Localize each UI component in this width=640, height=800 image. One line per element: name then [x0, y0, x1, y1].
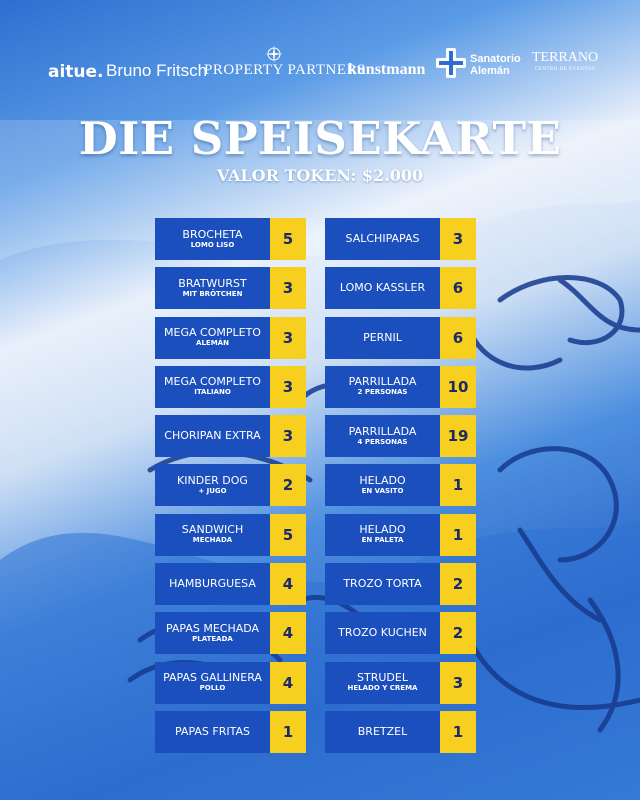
menu-item-name-block: [155, 218, 270, 260]
menu-item-token-count: 1: [440, 514, 476, 556]
page-title: DIE SPEISEKARTE: [78, 112, 562, 165]
menu-item-name-block: [325, 711, 440, 753]
menu-item-name: PAPAS FRITAS: [175, 724, 250, 738]
menu-item: [325, 612, 476, 654]
menu-item-name: SALCHIPAPAS: [345, 232, 420, 245]
menu-item-name-block: [325, 612, 440, 654]
sponsor-property-partners-logo: PROPERTY PARTNERS: [204, 62, 366, 78]
menu-item: [155, 662, 306, 704]
menu-item-name: PAPAS MECHADA: [165, 621, 260, 635]
menu-item-name: KINDER DOG: [177, 473, 248, 487]
menu-item: [325, 317, 476, 359]
menu-item: [155, 317, 306, 359]
menu-item-token-count: 1: [440, 464, 476, 506]
menu-item-token-count: 3: [270, 415, 306, 457]
menu-item-name: TROZO TORTA: [343, 577, 422, 591]
menu-item-token-count: 3: [270, 267, 306, 309]
menu-item: [155, 267, 306, 309]
sponsor-bruno-fritsch-logo: Bruno Fritsch: [106, 61, 208, 80]
sponsor-kunstmann-logo: kunstmann: [348, 61, 426, 78]
terrano-subtitle: CENTRO DE EVENTOS: [534, 67, 596, 72]
menu-item-token-count: 5: [270, 218, 306, 260]
menu-column-left: [155, 218, 306, 760]
menu-item-token-count: 2: [440, 612, 476, 654]
menu-item-name: HELADO: [359, 473, 406, 487]
menu-item-token-count: 4: [270, 662, 306, 704]
menu-item-detail: HELADO Y CREMA: [347, 684, 418, 693]
menu-item-token-count: 19: [440, 415, 476, 457]
menu-item-detail: MIT BRÖTCHEN: [182, 289, 243, 298]
menu-item: [325, 366, 476, 408]
menu-item: [155, 711, 306, 753]
menu-item-name-block: [155, 612, 270, 654]
menu-item-name-block: [155, 366, 270, 408]
menu-item-detail: ALEMÁN: [196, 339, 229, 348]
menu-item: [325, 514, 476, 556]
menu-item-detail: ITALIANO: [194, 388, 231, 397]
menu-item-token-count: 3: [270, 366, 306, 408]
menu-item: [325, 711, 476, 753]
menu-item-name: LOMO KASSLER: [339, 281, 426, 295]
menu-item-token-count: 4: [270, 563, 306, 605]
menu-item-name-block: [325, 464, 440, 506]
menu-item: [325, 563, 476, 605]
menu-item-token-count: 2: [270, 464, 306, 506]
menu-item: [155, 218, 306, 260]
menu-item-token-count: 5: [270, 514, 306, 556]
menu-item: [155, 415, 306, 457]
menu-item-name: CHORIPAN EXTRA: [164, 429, 261, 443]
menu-item-name-block: [155, 317, 270, 359]
menu-item-name-block: [325, 267, 440, 309]
menu-item-name-block: [155, 415, 270, 457]
menu-item-name-block: [325, 218, 440, 260]
menu-item-detail: + JUGO: [198, 486, 227, 495]
menu-item-name: PAPAS GALLINERA: [163, 671, 262, 685]
compass-icon: [264, 44, 284, 64]
menu-item: [155, 563, 306, 605]
menu-item-token-count: 2: [440, 563, 476, 605]
menu-item-detail: EN PALETA: [361, 536, 404, 545]
menu-item-name: BRETZEL: [357, 724, 408, 738]
menu-item-name: PERNIL: [363, 330, 402, 344]
menu-item-token-count: 10: [440, 366, 476, 408]
menu-item-token-count: 1: [270, 711, 306, 753]
menu-item-detail: PLATEADA: [192, 634, 233, 643]
menu-item-name: PARRILLADA: [348, 375, 417, 389]
menu-item-name: MEGA COMPLETO: [164, 375, 261, 389]
menu-item-name-block: [325, 317, 440, 359]
menu-item-name-block: [155, 711, 270, 753]
menu-item-name: HAMBURGUESA: [169, 577, 256, 591]
menu-item-name-block: [155, 563, 270, 605]
menu-item: [325, 267, 476, 309]
menu-item-detail: 2 PERSONAS: [357, 388, 408, 397]
menu-item-token-count: 3: [270, 317, 306, 359]
menu-item: [155, 514, 306, 556]
sponsor-logos: [0, 44, 640, 94]
menu-item-name: HELADO: [359, 523, 406, 537]
menu-item: [155, 366, 306, 408]
menu-item-token-count: 4: [270, 612, 306, 654]
menu-item-detail: EN VASITO: [361, 486, 404, 495]
menu-item-token-count: 1: [440, 711, 476, 753]
menu-item-name: STRUDEL: [357, 671, 408, 685]
menu-item-name: BROCHETA: [182, 227, 243, 241]
menu-item-name-block: [155, 662, 270, 704]
menu-item-detail: MECHADA: [192, 536, 233, 545]
menu-item: [325, 464, 476, 506]
menu-item-name-block: [155, 464, 270, 506]
medical-cross-icon: [436, 48, 466, 78]
menu-item-name-block: [325, 366, 440, 408]
menu-item: [325, 218, 476, 260]
menu-item-name-block: [155, 514, 270, 556]
menu-item-token-count: 6: [440, 267, 476, 309]
menu-item: [155, 464, 306, 506]
terrano-name: TERRANO: [532, 50, 599, 65]
sponsor-aitue-logo: aitue.: [48, 62, 104, 82]
menu-item-detail: LOMO LISO: [190, 240, 235, 249]
menu-item-name: MEGA COMPLETO: [164, 326, 261, 340]
menu-item-name-block: [325, 514, 440, 556]
sponsor-terrano-logo: [532, 52, 598, 76]
menu-item-token-count: 3: [440, 662, 476, 704]
sponsor-sanatorio-aleman-logo: Sanatorio Alemán: [470, 53, 521, 77]
menu-item-detail: POLLO: [199, 684, 226, 693]
menu-item-name: TROZO KUCHEN: [338, 626, 427, 640]
menu-item-name: SANDWICH: [181, 523, 244, 537]
menu-item: [325, 662, 476, 704]
menu-item-name-block: [325, 563, 440, 605]
menu-item: [155, 612, 306, 654]
menu-item-name: BRATWURST: [178, 276, 247, 290]
menu-item-token-count: 3: [440, 218, 476, 260]
menu-item-detail: 4 PERSONAS: [357, 437, 408, 446]
menu-item: [325, 415, 476, 457]
menu-item-name-block: [325, 415, 440, 457]
menu-item-name-block: [325, 662, 440, 704]
menu-column-right: [325, 218, 476, 760]
menu-item-token-count: 6: [440, 317, 476, 359]
token-price: VALOR TOKEN: $2.000: [216, 166, 424, 185]
menu-item-name-block: [155, 267, 270, 309]
menu-item-name: PARRILLADA: [348, 424, 417, 438]
